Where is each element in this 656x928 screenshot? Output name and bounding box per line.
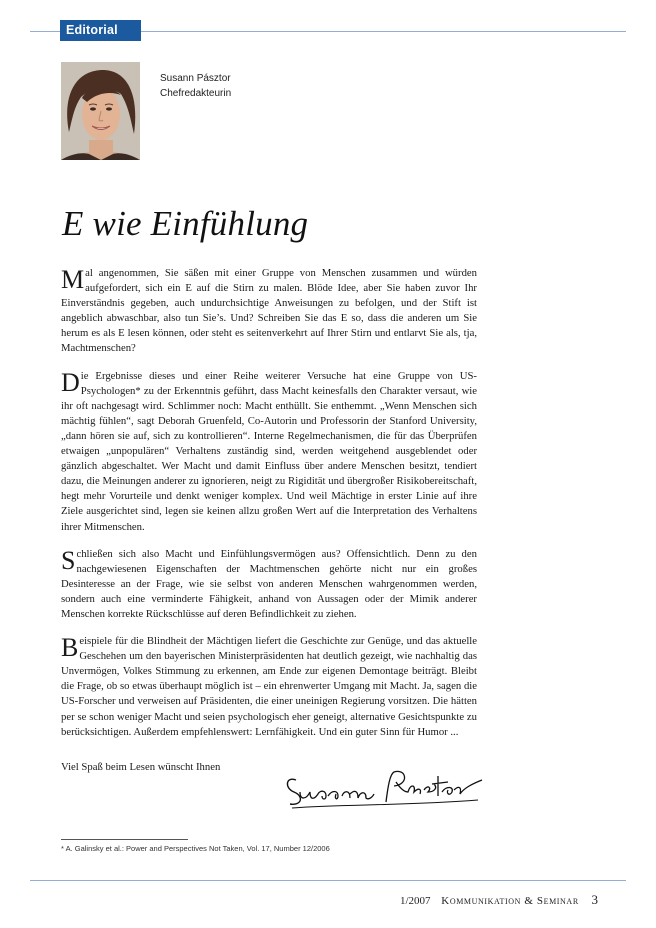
paragraph [61,634,477,740]
section-label: Editorial [60,20,141,41]
drop-cap: M [61,265,85,294]
issue-number: 1/2007 [399,895,431,907]
drop-cap: S [61,545,76,575]
author-role: Chefredakteurin [160,88,232,99]
author-block [160,71,231,101]
author-name: Susann Pásztor [160,73,231,84]
page-number: 3 [591,892,598,907]
author-portrait [61,62,140,160]
footnote: * A. Galinsky et al.: Power and Perspectives Not Taken, Vol. 17, Number 12/2006 [61,844,330,853]
footnote-rule [61,839,188,840]
drop-cap: B [61,633,79,663]
footer-rule [30,880,626,881]
paragraph-text: al angenommen, Sie säßen mit einer Gruppe von Menschen zusammen und würden aufgefordert, sich ein E auf die Stirn zu malen. Blöde Idee, aber Sie haben zuvor Ihr Einverständnis gegeben, auch undurchsichtige Anweisungen zu befolgen, und der Stift ist angeblich abwaschbar, also tun Sie’s. Und? Schreiben Sie das E so, dass die anderen um Sie herum es als E lesen können, oder steht es seitenverkehrt auf Ihrer Stirn und entlarvt Sie als, tja, Machtmenschen? [61,267,477,355]
paragraph [61,547,477,622]
magazine-name: Kommunikation & Seminar [441,895,579,907]
article-title: E wie Einfühlung [62,204,309,243]
handwritten-signature [282,766,492,816]
paragraph [61,266,477,357]
paragraph [61,369,477,535]
closing-line: Viel Spaß beim Lesen wünscht Ihnen [61,761,221,773]
drop-cap: D [61,367,80,397]
paragraph-text: ie Ergebnisse dieses und einer Reihe weiterer Versuche hat eine Gruppe von US-Psychologen* zu der Erkenntnis geführt, dass Macht keinesfalls den Charakter versaut, wie ihr oft nachgesagt wird. Schlimmer noch: Macht enthüllt. Sie enthemmt. „Wenn Menschen sich mächtig fühlen“, sagt Deborah Gruenfeld, Co-Autorin und Professorin der Stanford University, „dann hören sie auf, sich zu kontrollieren“. Interne Regelmechanismen, die für das Überprüfen etwaigen „unpopulären“ Verhaltens zuständig sind, werden weitgehend ausgeblendet oder gänzlich abgeschaltet. Wer Macht und damit Einfluss über andere Menschen besitzt, tendiert dazu, die Meinungen anderer zu ignorieren, neigt zu Rigidität und übergroßer Risikobereitschaft, hegt mehr Vorurteile und denkt weniger komplex. Und weil Mächtige in erster Linie auf ihre Ziele ausgerichtet sind, legen sie keinen allzu großen Wert auf die Interpretation des Verhaltens ihrer Mitmenschen. [61,369,477,533]
article-body [61,266,477,752]
paragraph-text: chließen sich also Macht und Einfühlungsvermögen aus? Offensichtlich. Denn zu den nachgewiesenen Eigenschaften der Machtmenschen gehörte nicht nur ein großes Desinteresse an der Frage, wie sie selbst von anderen Menschen wahrgenommen werden, sondern auch eine verminderte Fähigkeit, anhand von Aussagen oder der Mimik anderer Menschen korrekte Rückschlüsse auf deren Befindlichkeit zu ziehen. [61,547,477,620]
paragraph-text: eispiele für die Blindheit der Mächtigen liefert die Geschichte zur Genüge, und das aktuelle Geschehen um den bayerischen Ministerpräsidenten hat deutlich gezeigt, wie nachhaltig das Unvermögen, Volkes Stimmung zu erkennen, am Ende zur eigenen Demontage beiträgt. Bleibt die Frage, ob so etwas überhaupt möglich ist – ein ehrenwerter Umgang mit Macht. Ja, sagen die US-Forscher und verweisen auf Präsidenten, die einer uneinigen Regierung vorsitzen. Die hätten per se schon weniger Macht und seien psychologisch eher geneigt, alternative Gesichtspunkte zu berücksichtigen. Außerdem empfehlenswert: Lernfähigkeit. Und ein guter Sinn für Humor ... [61,635,477,738]
page-footer [400,892,598,908]
